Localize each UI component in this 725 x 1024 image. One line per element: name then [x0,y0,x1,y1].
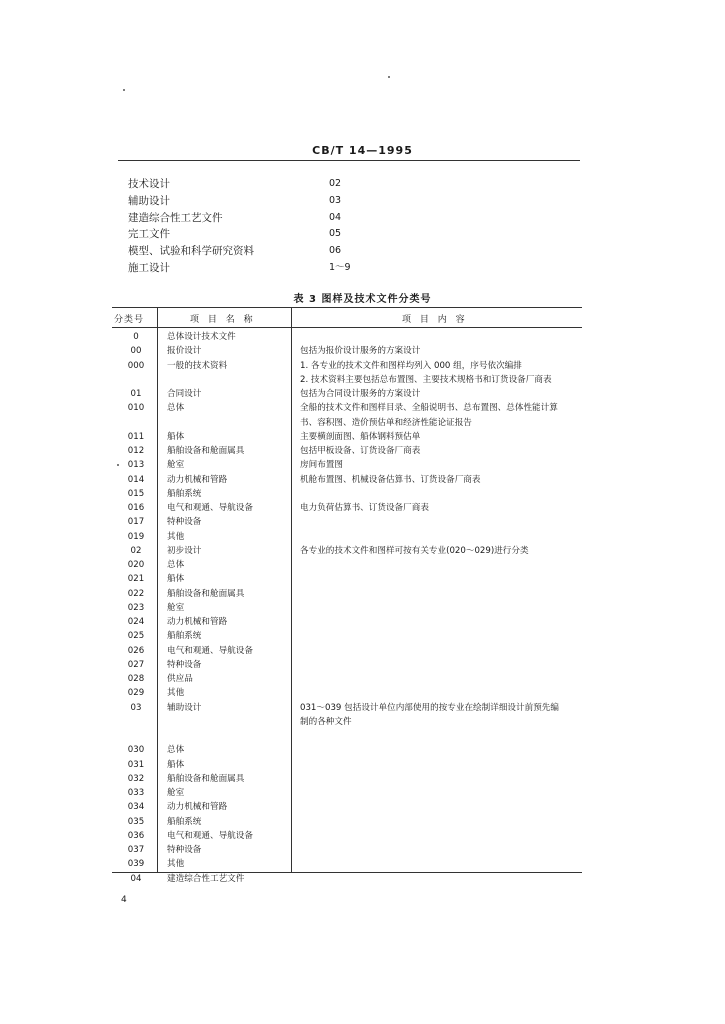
table-row [112,501,582,515]
table-row [112,658,582,672]
row-name: 动力机械和管路 [167,617,228,627]
table-row [112,800,582,814]
scan-speck [388,76,390,78]
table-row [112,558,582,572]
table-row [112,387,582,401]
list-item [128,260,368,277]
table-row [112,758,582,772]
row-code: 03 [130,702,142,713]
row-code: 026 [127,645,145,656]
list-item-code: 03 [329,194,342,206]
table-row [112,601,582,615]
row-name: 建造综合性工艺文件 [167,873,245,884]
row-code: 016 [127,503,145,513]
row-code: 04 [130,873,142,884]
row-code: 036 [127,830,145,841]
row-name: 船舶设备和舱面属具 [167,446,245,456]
table-row [112,572,582,586]
row-content: 房间布置图 [300,460,343,471]
row-code: 034 [127,802,145,813]
row-name: 总体 [167,403,185,414]
row-code: 021 [127,574,145,585]
row-content: 主要横剖面图、船体钢料预估单 [300,431,421,442]
row-code: 00 [130,346,142,357]
row-content: 包括为报价设计服务的方案设计 [300,346,421,357]
row-content: 全船的技术文件和图样目录、全船说明书、总布置图、总体性能计算 [300,403,558,414]
table-row [112,416,582,430]
table-row [112,359,582,373]
row-code: 024 [127,617,145,627]
list-item [128,210,368,227]
list-item-name: 建造综合性工艺文件 [128,211,223,224]
row-name: 特种设备 [167,845,202,855]
row-name: 一般的技术资料 [167,360,228,371]
row-code: 01 [130,389,142,399]
row-name: 船舶系统 [167,631,202,642]
row-code: 010 [127,403,145,414]
row-code: 022 [127,588,145,599]
row-content: 机舱布置图、机械设备估算书、订货设备厂商表 [300,474,481,485]
row-name: 总体 [167,745,185,756]
row-name: 船体 [167,574,185,585]
row-content: 包括甲板设备、订货设备厂商表 [300,446,421,456]
row-code: 014 [127,474,145,485]
table-row [112,330,582,344]
table-row [112,644,582,658]
document-category-list [128,176,368,277]
row-name: 舱室 [167,602,185,613]
list-item-name: 技术设计 [128,178,170,190]
row-name: 电气和观通、导航设备 [167,830,253,841]
row-content: 各专业的技术文件和图样可按有关专业(020～029)进行分类 [300,545,529,556]
table-row [112,458,582,472]
column-header-code: 分类号 [114,315,145,325]
row-code: 033 [127,788,145,798]
table-row [112,487,582,501]
table-row [112,872,582,886]
table-row [112,672,582,686]
row-code: 028 [127,674,145,684]
table-row [112,743,582,757]
list-item-code: 1～9 [329,261,351,273]
table-row [112,729,582,743]
table-row [112,587,582,601]
row-name: 电气和观通、导航设备 [167,503,253,513]
row-name: 船体 [167,431,185,442]
classification-table [112,330,582,886]
table-row [112,843,582,857]
list-item-name: 施工设计 [128,261,170,274]
row-name: 动力机械和管路 [167,474,228,485]
row-code: 0 [133,332,139,342]
row-code: 031 [127,759,145,770]
standard-number: CB/T 14—1995 [312,144,413,157]
table-row [112,430,582,444]
list-item [128,176,368,193]
row-code: 019 [127,531,145,542]
row-name: 合同设计 [167,389,202,399]
list-item-code: 04 [329,211,342,223]
list-item-code: 02 [329,178,342,189]
row-name: 船舶系统 [167,488,202,499]
row-code: 027 [127,659,145,670]
row-code: 023 [127,602,145,613]
row-content: 031～039 包括设计单位内部使用的按专业在绘制详细设计前预先编 [300,702,559,713]
row-name: 初步设计 [167,545,202,556]
table-row [112,615,582,629]
row-name: 总体设计技术文件 [167,332,236,342]
list-item-name: 模型、试验和科学研究资料 [128,245,254,258]
row-name: 其他 [167,688,185,699]
table-caption: 表 3 图样及技术文件分类号 [293,294,432,305]
table-row [112,444,582,458]
row-code: 017 [127,517,145,528]
row-name: 船舶设备和舱面属具 [167,773,245,784]
table-header-rule [112,327,582,328]
table-row [112,544,582,558]
list-item-name: 完工文件 [128,228,170,241]
row-content: 2. 技术资料主要包括总布置图、主要技术规格书和订货设备厂商表 [300,374,552,385]
row-code: 020 [127,560,145,570]
row-name: 船舶设备和舱面属具 [167,588,245,599]
row-code: 035 [127,816,145,827]
table-row [112,401,582,415]
table-row [112,515,582,529]
row-name: 舱室 [167,460,185,471]
row-code: 039 [127,859,145,870]
table-row [112,373,582,387]
row-code: 013 [127,460,145,471]
row-name: 特种设备 [167,517,202,528]
row-name: 特种设备 [167,659,202,670]
row-code: 000 [127,360,145,371]
table-row [112,473,582,487]
table-row [112,530,582,544]
row-name: 报价设计 [167,346,202,357]
table-row [112,629,582,643]
table-row [112,815,582,829]
row-name: 舱室 [167,788,185,798]
row-content: 制的各种文件 [300,716,352,727]
row-name: 供应品 [167,674,193,684]
table-row [112,344,582,358]
row-code: 037 [127,845,145,855]
table-row [112,829,582,843]
row-name: 辅助设计 [167,702,202,713]
row-code: 02 [130,545,142,556]
row-name: 动力机械和管路 [167,802,228,813]
list-item-name: 辅助设计 [128,194,170,207]
list-item-code: 06 [329,245,342,257]
column-header-name: 项 目 名 称 [190,315,256,325]
scan-speck [123,89,125,91]
row-content: 包括为合同设计服务的方案设计 [300,389,421,399]
list-item [128,226,368,243]
column-header-content: 项 目 内 容 [402,315,468,325]
row-code: 032 [127,773,145,784]
row-code: 029 [127,688,145,699]
table-row [112,786,582,800]
list-item [128,243,368,260]
table-top-rule [112,307,582,308]
page-number: 4 [121,895,127,905]
table-row [112,857,582,871]
row-name: 其他 [167,531,185,542]
row-code: 025 [127,631,145,642]
row-code: 030 [127,745,145,756]
list-item [128,193,368,210]
row-name: 总体 [167,560,185,570]
table-row [112,701,582,715]
table-row [112,772,582,786]
header-rule [118,160,580,161]
row-code: 011 [127,431,145,442]
table-row [112,715,582,729]
list-item-code: 05 [329,228,342,240]
row-code: 015 [127,488,145,499]
row-code: 012 [127,446,145,456]
table-row [112,686,582,700]
row-name: 其他 [167,859,185,870]
row-name: 电气和观通、导航设备 [167,645,253,656]
row-content: 电力负荷估算书、订货设备厂商表 [300,503,429,513]
row-content: 书、容积图、造价预估单和经济性能论证报告 [300,417,472,428]
row-content: 1. 各专业的技术文件和图样均列入 000 组，序号依次编排 [300,360,522,371]
row-name: 船舶系统 [167,816,202,827]
row-name: 船体 [167,759,185,770]
